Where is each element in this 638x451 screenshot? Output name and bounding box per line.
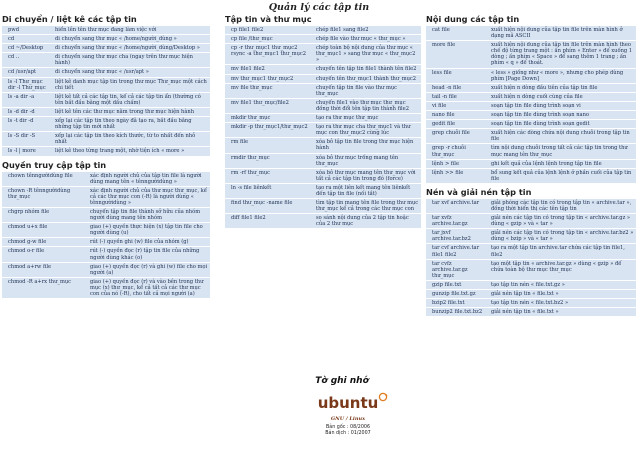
description-cell: tạo ra thư mục thư_mục — [313, 114, 421, 122]
table-row — [2, 187, 210, 207]
ubuntu-dot-icon — [385, 394, 387, 396]
table-row — [225, 138, 421, 152]
command-cell: cd .. — [2, 53, 52, 67]
command-cell: bunzip2 file.txt.bz2 — [426, 308, 488, 316]
description-cell: chuyển file1 vào thư mục thư_mục đồng thời đổi tên tập tin thành file2 — [313, 99, 421, 113]
command-cell: rm -rf thư_mục — [225, 169, 313, 183]
description-cell: liệt kê tên các thư mục nằm trong thư mục hiện hành — [52, 108, 210, 116]
table-row — [2, 108, 210, 116]
section-heading-files-dirs: Tập tin và thư mục — [225, 14, 312, 24]
table-row — [2, 44, 210, 52]
command-cell: vi file — [426, 102, 488, 110]
command-cell: pwd — [2, 26, 52, 34]
table-row — [426, 111, 636, 119]
column-right — [426, 14, 636, 317]
table-row — [426, 41, 636, 67]
description-cell: xuất hiện nội dung của tập tin file trên màn hình ở dạng mã ASCII — [488, 26, 636, 40]
table-row — [2, 147, 210, 155]
table-row — [225, 169, 421, 183]
description-cell: chép file vào thư mục « thư_mục » — [313, 35, 421, 43]
table-row — [2, 132, 210, 146]
description-cell: soạn tập tin file dùng trình soạn gedit — [488, 120, 636, 128]
command-cell: cp -r thư_mục1 thư_mục2 rsync -a thư_mục1 thư_mục2 — [225, 44, 313, 64]
table-row — [225, 65, 421, 73]
description-cell: giao (+) quyền đọc (r) và ghi (w) file cho mọi người (a) — [87, 263, 210, 277]
description-cell: tạo ra một liên kết mang tên liênkết đến tập tin file (nối tắt) — [313, 184, 421, 198]
description-cell: xuất hiện nội dung của tập tin file trên màn hình theo chế độ từng trang một : ấn phím « Enter » để xuống 1 dòng ; ấn phím « Space » để sang thêm 1 trang ; ấn phím « q » để thoát. — [488, 41, 636, 67]
description-cell: xếp lại các tập tin theo kích thước, từ to nhất đến nhỏ nhất — [52, 132, 210, 146]
table-row — [2, 247, 210, 261]
description-cell: di chuyển sang thư mục cha (ngay trên thư mục hiện hành) — [52, 53, 210, 67]
files-dirs-table — [225, 25, 421, 229]
description-cell: bổ sung kết quả của lệnh lệnh ở phần cuối của tập tin file — [488, 169, 636, 183]
description-cell: soạn tập tin file dùng trình soạn vi — [488, 102, 636, 110]
command-cell: ls -l | more — [2, 147, 52, 155]
table-row — [2, 238, 210, 246]
command-cell: chown -R tênngườidùng thư_mục — [2, 187, 87, 207]
command-cell: rmdir thư_mục — [225, 154, 313, 168]
table-row — [2, 172, 210, 186]
table-row — [426, 169, 636, 183]
command-cell: cd /usr/apt — [2, 68, 52, 76]
command-cell: ls -d dir -d — [2, 108, 52, 116]
section-heading-content: Nội dung các tập tin — [426, 14, 520, 24]
table-row — [426, 260, 636, 280]
command-cell: find thư_mục -name file — [225, 199, 313, 213]
command-cell: tar cvf archive.tar file1 file2 — [426, 244, 488, 258]
table-row — [225, 35, 421, 43]
command-cell: cat file — [426, 26, 488, 40]
command-cell: gedit file — [426, 120, 488, 128]
command-cell: cp file1 file2 — [225, 26, 313, 34]
description-cell: xác định người chủ của tập tin file là người dùng mang tên « tênngườidùng » — [87, 172, 210, 186]
description-cell: soạn tập tin file dùng trình soạn nano — [488, 111, 636, 119]
command-cell: mv file thư_mục — [225, 84, 313, 98]
description-cell: « less » giống như « more », nhưng cho phép dùng phím [Page Down] — [488, 69, 636, 83]
command-cell: less file — [426, 69, 488, 83]
command-cell: gzip file.txt — [426, 281, 488, 289]
command-cell: cp file /thư_mục — [225, 35, 313, 43]
description-cell: liệt kê tất cả các tập tin, kể cả các tập tin ẩn (thường có tên bắt đầu bằng một dấu chấm) — [52, 93, 210, 107]
column-left — [2, 14, 210, 299]
table-row — [225, 214, 421, 228]
table-row — [2, 35, 210, 43]
command-cell: cd ~/Desktop — [2, 44, 52, 52]
command-cell: chmod o-r file — [2, 247, 87, 261]
description-cell: giao (+) quyền thực hiện (x) tập tin file cho người dùng (u) — [87, 223, 210, 237]
description-cell: so sánh nội dung của 2 tập tin hoặc của 2 thư mục — [313, 214, 421, 228]
command-cell: cd — [2, 35, 52, 43]
command-cell: more file — [426, 41, 488, 67]
translation-date: Bản dịch : 01/2007 — [325, 431, 371, 436]
command-cell: gunzip file.txt.gz — [426, 290, 488, 298]
table-row — [225, 99, 421, 113]
page-title: Quản lý các tập tin — [268, 2, 370, 13]
command-cell: ls -S dir -S — [2, 132, 52, 146]
command-cell: chmod -R a+rx thư_mục — [2, 278, 87, 298]
ubuntu-subtitle: GNU / Linux — [330, 416, 366, 422]
table-row — [426, 229, 636, 243]
table-row — [225, 184, 421, 198]
table-row — [426, 214, 636, 228]
description-cell: xếp lại các tập tin theo ngày đã tạo ra, bắt đầu bằng những tập tin mới nhất — [52, 117, 210, 131]
description-cell: xóa bỏ tập tin file trong thư mục hiện hành — [313, 138, 421, 152]
description-cell: tìm tập tin mang tên file trong thư mục thư_mục kể cả trong các thư mục con — [313, 199, 421, 213]
command-cell: mv thư_mục1 thư_mục2 — [225, 75, 313, 83]
description-cell: di chuyển sang thư mục « /home/người_dùng/Desktop » — [52, 44, 210, 52]
table-row — [225, 199, 421, 213]
column-middle — [225, 14, 421, 229]
command-cell: bzip2 file.txt — [426, 299, 488, 307]
description-cell: tạo tập tin nén « file.txt.gz » — [488, 281, 636, 289]
description-cell: xác định người chủ của thư mục thư_mục, kể cả các thư mục con (-R) là người dùng « tênngườidùng » — [87, 187, 210, 207]
table-row — [426, 129, 636, 143]
command-cell: ls -t dir -d — [2, 117, 52, 131]
description-cell: giải nén các tập tin có trong tập tin « archive.tar.bz2 » dùng « bzip » và « tar » — [488, 229, 636, 243]
description-cell: tạo ra thư mục cha thư_mục1 và thư mục con thư_mục2 cùng lúc — [313, 123, 421, 137]
command-cell: mkdir -p thư_mục1/thư_mục2 — [225, 123, 313, 137]
description-cell: rút (-) quyền ghi (w) file của nhóm (g) — [87, 238, 210, 246]
command-cell: tar xvf archive.tar — [426, 199, 488, 213]
table-row — [426, 299, 636, 307]
command-cell: grep -r chuỗi thư_mục — [426, 144, 488, 158]
table-row — [426, 93, 636, 101]
command-cell: mkdir thư_mục — [225, 114, 313, 122]
command-cell: mv file1 thư_mục/file2 — [225, 99, 313, 113]
description-cell: chép toàn bộ nội dung của thư mục « thư_mục1 » sang thư mục « thư_mục2 » — [313, 44, 421, 64]
edition-info — [309, 425, 387, 437]
remember-title: Tờ ghi nhớ — [315, 376, 369, 386]
table-row — [426, 69, 636, 83]
command-cell: diff file1 file2 — [225, 214, 313, 228]
table-row — [2, 78, 210, 92]
table-row — [426, 26, 636, 40]
table-row — [426, 144, 636, 158]
command-cell: chmod u+x file — [2, 223, 87, 237]
command-cell: mv file1 file2 — [225, 65, 313, 73]
ubuntu-circle-icon — [379, 393, 386, 400]
description-cell: tạo ra một tập tin archive.tar chứa các tập tin file1, file2 — [488, 244, 636, 258]
command-cell: tar xvfz archive.tar.gz — [426, 214, 488, 228]
description-cell: giao (+) quyền đọc (r) và vào bên trong thư mục (x) thư_mục, kể cả tất cả các thư mục con của nó (-R), cho tất cả mọi người (a) — [87, 278, 210, 298]
description-cell: xuất hiện các dòng chứa nội dung chuỗi trong tập tin file — [488, 129, 636, 143]
command-cell: rm file — [225, 138, 313, 152]
command-cell: head -n file — [426, 84, 488, 92]
table-row — [225, 44, 421, 64]
archive-table — [426, 198, 636, 317]
table-row — [2, 53, 210, 67]
description-cell: liệt kê theo từng trang một, nhờ tiện ích « more » — [52, 147, 210, 155]
table-row — [426, 308, 636, 316]
command-cell: grep chuỗi file — [426, 129, 488, 143]
description-cell: chép file1 sang file2 — [313, 26, 421, 34]
table-row — [225, 154, 421, 168]
description-cell: chuyển tập tin file vào thư mục thư_mục — [313, 84, 421, 98]
table-row — [2, 223, 210, 237]
table-row — [2, 117, 210, 131]
table-row — [225, 26, 421, 34]
description-cell: di chuyển sang thư mục « /home/người_dùng » — [52, 35, 210, 43]
cheatsheet-badge — [285, 376, 401, 448]
command-cell: nano file — [426, 111, 488, 119]
table-row — [426, 199, 636, 213]
original-date: Bản gốc : 08/2006 — [325, 425, 370, 430]
permissions-table — [2, 171, 210, 300]
table-row — [426, 244, 636, 258]
command-cell: chmod a+rw file — [2, 263, 87, 277]
table-row — [225, 84, 421, 98]
table-row — [225, 75, 421, 83]
section-heading-dir-list: Di chuyển / liệt kê các tập tin — [2, 14, 137, 24]
description-cell: hiển lên tên thư mục đang làm việc với — [52, 26, 210, 34]
description-cell: ghi kết quả của lệnh lệnh trong tập tin file — [488, 160, 636, 168]
description-cell: tìm nội dung chuỗi trong tất cả các tập tin trong thư mục mang tên thư_mục — [488, 144, 636, 158]
table-row — [426, 290, 636, 298]
table-row — [426, 84, 636, 92]
command-cell: chgrp nhóm file — [2, 208, 87, 222]
ubuntu-wordmark: ubuntu — [317, 394, 379, 412]
table-row — [426, 102, 636, 110]
description-cell: xóa bỏ thư mục mang tên thư_mục với tất cả các tập tin trong đó (force) — [313, 169, 421, 183]
command-cell: ls -a dir -a — [2, 93, 52, 107]
table-row — [2, 93, 210, 107]
description-cell: chuyển tên tập tin file1 thành tên file2 — [313, 65, 421, 73]
table-row — [2, 208, 210, 222]
description-cell: giải nén các tập tin có trong tập tin « archive.tar.gz » dùng « gzip » và « tar » — [488, 214, 636, 228]
table-row — [426, 120, 636, 128]
description-cell: rút (-) quyền đọc (r) tập tin file của những người dùng khác (o) — [87, 247, 210, 261]
command-cell: lệnh > file — [426, 160, 488, 168]
description-cell: xuất hiện n dòng cuối cùng của file — [488, 93, 636, 101]
content-table — [426, 25, 636, 184]
command-cell: ls -l Thư_mục dir -l Thư_mục — [2, 78, 52, 92]
table-row — [2, 68, 210, 76]
command-cell: tar jxvf archive.tar.bz2 — [426, 229, 488, 243]
description-cell: di chuyển sang thư mục « /usr/apt » — [52, 68, 210, 76]
table-row — [2, 278, 210, 298]
command-cell: tail -n file — [426, 93, 488, 101]
command-cell: chmod g-w file — [2, 238, 87, 246]
command-cell: chown tênngườidùng file — [2, 172, 87, 186]
table-row — [225, 114, 421, 122]
description-cell: giải nén tập tin « file.txt » — [488, 308, 636, 316]
description-cell: xuất hiện n dòng đầu tiên của tập tin file — [488, 84, 636, 92]
command-cell: lệnh >> file — [426, 169, 488, 183]
table-row — [2, 26, 210, 34]
dir-list-table — [2, 25, 210, 157]
ubuntu-logo — [307, 392, 389, 414]
description-cell: chuyển tập tin file thành sở hữu của nhóm người dùng mang tên nhóm — [87, 208, 210, 222]
description-cell: tạo một tập tin « archive.tar.gz » dùng « gzip » để chứa toàn bộ thư mục thư_mục — [488, 260, 636, 280]
description-cell: tạo tập tin nén « file.txt.bz2 » — [488, 299, 636, 307]
description-cell: chuyển tên thư_mục1 thành thư_mục2 — [313, 75, 421, 83]
description-cell: xóa bỏ thư mục trống mang tên thư_mục — [313, 154, 421, 168]
description-cell: giải nén tập tin « file.txt » — [488, 290, 636, 298]
command-cell: ln -s file liênkết — [225, 184, 313, 198]
command-cell: tar cvfz archive.tar.gz thư_mục — [426, 260, 488, 280]
table-row — [2, 263, 210, 277]
table-row — [225, 123, 421, 137]
section-heading-archive: Nén và giải nén tập tin — [426, 186, 532, 197]
table-row — [426, 160, 636, 168]
description-cell: giải phóng các tập tin có trong tập tin « archive.tar », đồng thời hiển thị các tên tập tin — [488, 199, 636, 213]
description-cell: liệt kê danh mục tập tin trong thư mục Thư_mục một cách chi tiết — [52, 78, 210, 92]
section-heading-permissions: Quyền truy cập tập tin — [2, 159, 107, 170]
table-row — [426, 281, 636, 289]
